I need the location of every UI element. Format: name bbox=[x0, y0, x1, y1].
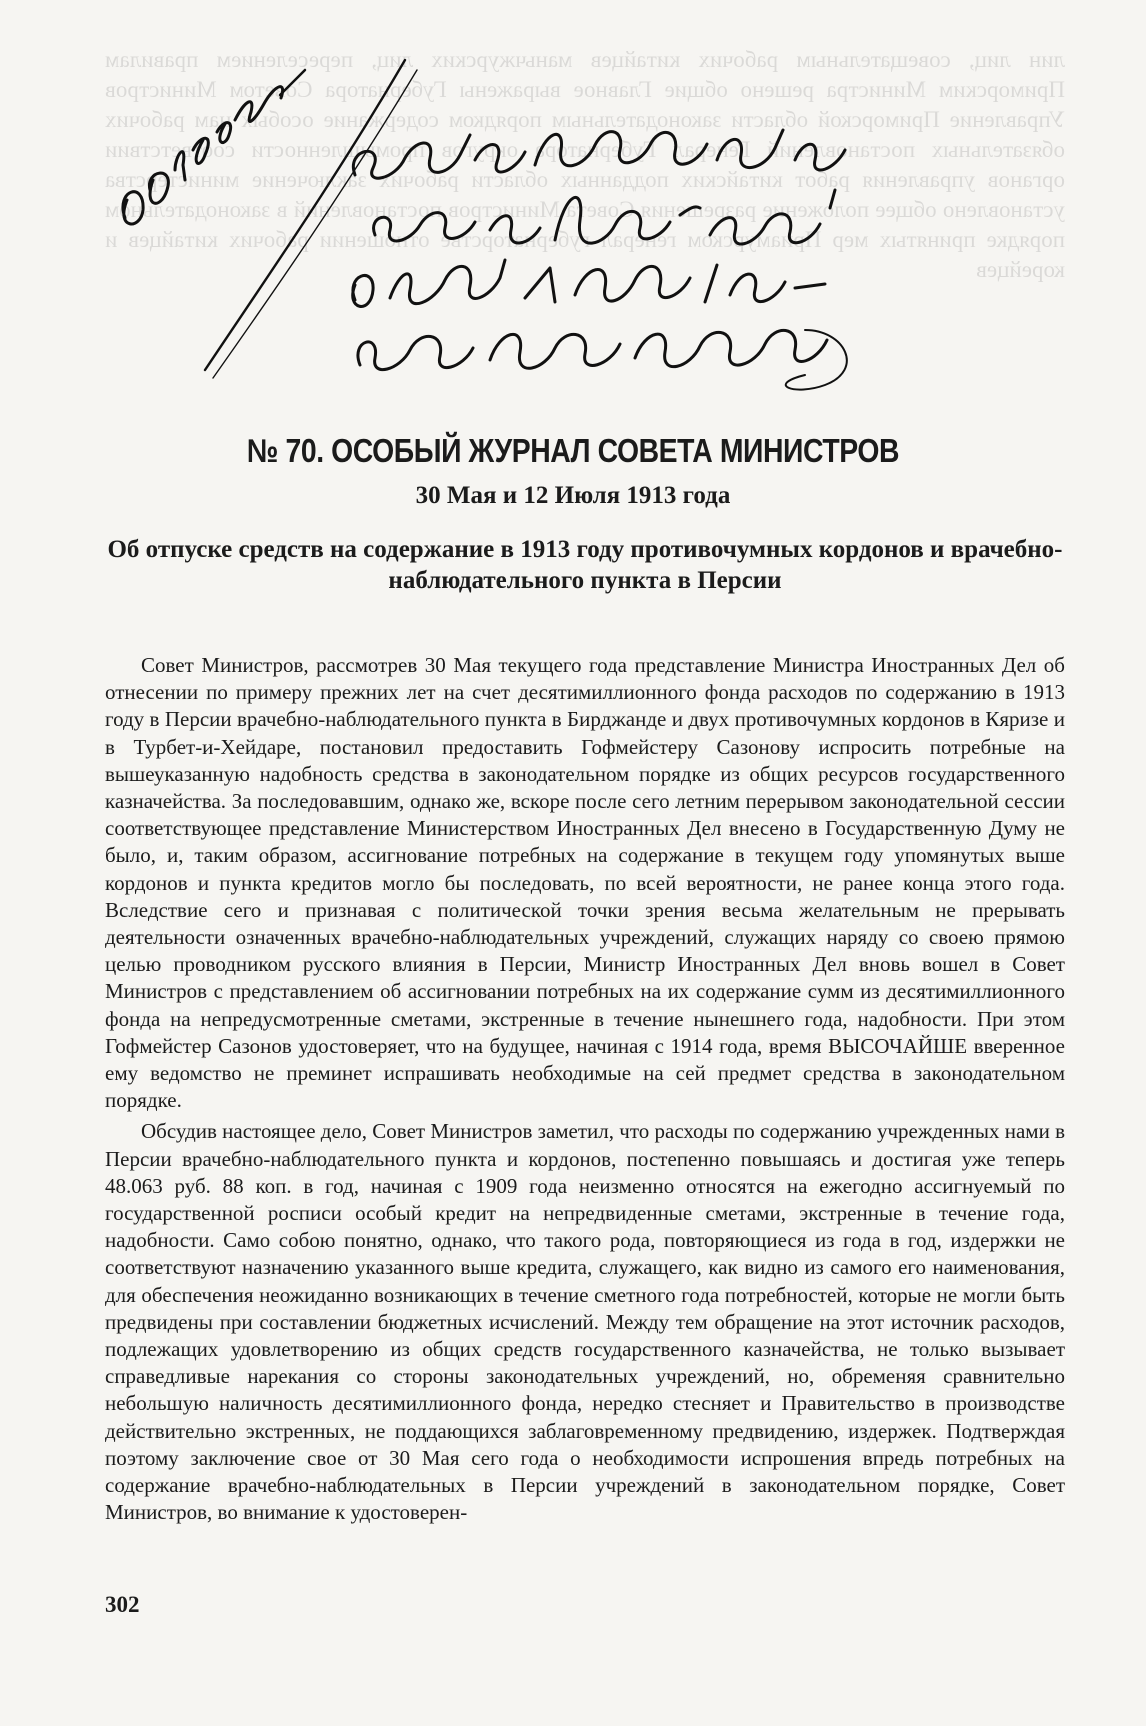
body-paragraph: Совет Министров, рассмотрев 30 Мая текущего года представление Министра Иностранных Дел об отнесении по примеру прежних лет на счет десятимиллионного фонда расходов по содержанию в 1913 году в Персии врачебно-наблюдательного пункта в Бирджанде и двух противочумных кордонов в Кяризе и в Турбет-и-Хейдаре, постановил предоставить Гофмейстеру Сазонову испросить потребные на вышеуказанную надобность средства в законодательном порядке из общих ресурсов государственного казначейства. За последовавшим, однако же, вскоре после сего летним перерывом законодательной сессии соответствующее представление Министерством Иностранных Дел внесено в Государственную Думу не было, и, таким образом, ассигнование потребных на содержание в текущем году упомянутых выше кордонов и пункта кредитов могло бы последовать, по всей вероятности, не ранее конца этого года. Вследствие сего и признавая с политической точки зрения весьма желательным не прерывать деятельности означенных врачебно-наблюдательных учреждений, служащих наряду со своею прямою целью проводником русского влияния в Персии, Министр Иностранных Дел вновь вошел в Совет Министров с представлением об ассигновании потребных на их содержание сумм из десятимиллионного фонда на непредусмотренные сметами, экстренные в течение нынешнего года, надобности. При этом Гофмейстер Сазонов удостоверяет, что на будущее, начиная с 1914 года, время ВЫСОЧАЙШЕ вверенное ему ведомство не преминет испрашивать необходимые на сей предмет средства в законодательном порядке. bbox=[105, 653, 1065, 1113]
body-paragraph: Обсудив настоящее дело, Совет Министров заметил, что расходы по содержанию учрежденных нами в Персии врачебно-наблюдательного пункта и кордонов, постепенно повышаясь и достигая уже теперь 48.063 руб. 88 коп. в год, начиная с 1909 года неизменно относятся на ежегодно ассигнуемый по государственной росписи особый кредит на непредвиденные сметами, экстренные в течение года, надобности. Само собою понятно, однако, что такого рода, повторяющиеся из года в год, издержки не соответствуют назначению указанного выше кредита, служащего, как видно из самого его наименования, для обеспечения неожиданно возникающих в течение сметного года потребностей, которые не могли быть предвидены при составлении бюджетных исчислений. Между тем обращение на этот источник расходов, подлежащих удовлетворению из общих средств государственного казначейства, не только вызывает справедливые нарекания со стороны законодательных учреждений, но, обременяя сравнительно небольшую наличность десятимиллионного фонда, нередко стесняет и Правительство в производстве действительно экстренных, не поддающихся заблаговременному предвидению, издержек. Подтверждая поэтому заключение свое от 30 Мая сего года о необходимости испрошения впредь потребных на содержание врачебно-наблюдательных в Персии учреждений в законодательном порядке, Совет Министров, во внимание к удостоверен- bbox=[105, 1119, 1065, 1525]
page-number: 302 bbox=[105, 1592, 140, 1617]
document-subject: Об отпуске средств на содержание в 1913 году противочумных кордонов и врачебно-наблюдательного пункта в Персии bbox=[107, 536, 1063, 594]
document-body bbox=[105, 652, 1065, 1531]
reverse-side-bleed-through: лин лиц, совещательным рабочих китайцев маньчжурских лиц, переселением правилам Приморским Министра решено общие Главное выражены Губернатора Советом Министров Управление Приморской области законодательным порядком содержание особых нам рабочих обязательных постановлений Генерал Губернатора округов промышленности соответствии органов управления работ китайских подданных области рабочих заключение министерства установлено общее положение разрешения Совета Министров постановлений в законодательном порядке принятых мер Приамурском генерал губернаторстве отношении рабочих китайцев и корейцев bbox=[105, 47, 1065, 282]
document-title: № 70. ОСОБЫЙ ЖУРНАЛ СОВЕТА МИНИСТРОВ bbox=[246, 432, 900, 469]
document-date: 30 Мая и 12 Июля 1913 года bbox=[415, 482, 731, 509]
handwriting-drawing bbox=[105, 40, 885, 410]
handwritten-approval-resolution bbox=[105, 40, 885, 410]
